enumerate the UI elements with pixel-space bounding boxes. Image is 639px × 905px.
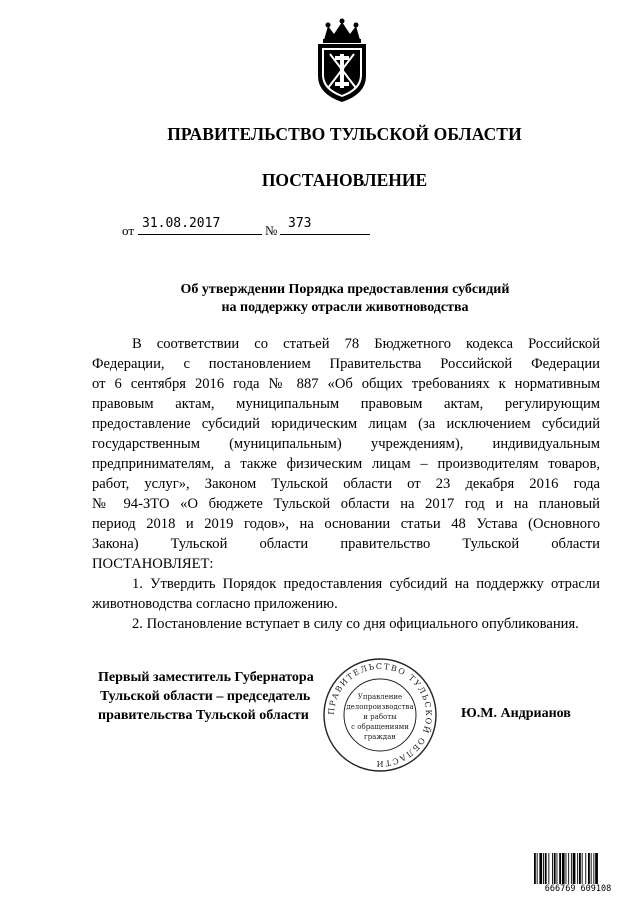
barcode-bar bbox=[537, 853, 538, 885]
body-line: № 94-ЗТО «О бюджете Тульской области на 2017 год и на плановый bbox=[92, 496, 600, 512]
stamp-outer-text: ПРАВИТЕЛЬСТВО ТУЛЬСКОЙ ОБЛАСТИ bbox=[326, 661, 434, 769]
barcode-bar bbox=[591, 853, 592, 885]
body-line: В соответствии со статьей 78 Бюджетного кодекса Российской bbox=[132, 336, 600, 352]
number-label: № bbox=[265, 223, 278, 238]
barcode-bar bbox=[534, 853, 536, 885]
government-title: ПРАВИТЕЛЬСТВО ТУЛЬСКОЙ ОБЛАСТИ bbox=[167, 124, 522, 144]
body-line: предпринимателям, а также физическим лицам – производителям товаров, bbox=[92, 456, 600, 472]
decree-subject bbox=[90, 281, 600, 317]
barcode-bar bbox=[568, 853, 569, 885]
from-label: от bbox=[122, 223, 135, 238]
subject-line-1: Об утверждении Порядка предоставления субсидий bbox=[180, 282, 510, 297]
stamp-inner-line: с обращениями bbox=[351, 723, 409, 731]
barcode-bar bbox=[554, 853, 556, 885]
body-line: ПОСТАНОВЛЯЕТ: bbox=[92, 556, 214, 572]
subject-line-2: на поддержку отрасли животноводства bbox=[221, 300, 469, 315]
body-line: от 6 сентября 2016 года № 887 «Об общих требованиях к нормативным bbox=[92, 376, 600, 392]
barcode-bar bbox=[543, 853, 544, 885]
body-line: Федерации, с постановлением Правительства Российской Федерации bbox=[92, 356, 600, 372]
item-2: 2. Постановление вступает в силу со дня официального опубликования. bbox=[132, 616, 579, 632]
barcode-bar bbox=[595, 853, 598, 885]
stamp-inner-line: граждан bbox=[364, 733, 396, 741]
signatory-name: Ю.М. Андрианов bbox=[461, 706, 571, 721]
number-underline bbox=[280, 234, 370, 235]
body-line: государственным (муниципальным) учреждениям), индивидуальным bbox=[92, 436, 600, 452]
signatory-position bbox=[98, 668, 338, 725]
barcode-bar bbox=[577, 853, 578, 885]
barcode-bar bbox=[548, 853, 549, 885]
barcode-number: 666769 609108 bbox=[533, 884, 623, 895]
body-line: работ, услуг», Законом Тульской области от 23 декабря 2016 года bbox=[92, 476, 600, 492]
barcode-bar bbox=[593, 853, 594, 885]
barcode-bar bbox=[582, 853, 583, 885]
body-line: период 2018 и 2019 годов», на основании статьи 48 Устава (Основного bbox=[92, 516, 600, 532]
barcode-bar bbox=[579, 853, 581, 885]
barcode-bar bbox=[588, 853, 590, 885]
position-line-2: Тульской области – председатель bbox=[100, 689, 311, 704]
decree-date: 31.08.2017 bbox=[142, 216, 221, 231]
decree-body bbox=[92, 334, 600, 634]
official-stamp bbox=[320, 655, 440, 775]
stamp-inner-line: Управление bbox=[357, 693, 403, 701]
body-line: предоставление субсидий юридическим лицам (за исключением субсидий bbox=[92, 416, 600, 432]
stamp-inner-line: и работы bbox=[363, 713, 397, 721]
barcode-bar bbox=[552, 853, 553, 885]
coat-of-arms-emblem bbox=[302, 18, 382, 104]
barcode-bar bbox=[585, 853, 586, 885]
decree-number: 373 bbox=[288, 216, 312, 231]
barcode-bar bbox=[539, 853, 542, 885]
body-line: Закона) Тульской области правительство Тульской области bbox=[92, 536, 600, 552]
stamp-inner-line: делопроизводства bbox=[346, 703, 414, 711]
document-type-title: ПОСТАНОВЛЕНИЕ bbox=[261, 170, 428, 190]
barcode-bar bbox=[571, 853, 572, 885]
barcode-bar bbox=[566, 853, 567, 885]
position-line-1: Первый заместитель Губернатора bbox=[98, 670, 314, 685]
barcode-bar bbox=[559, 853, 561, 885]
item-1-line-2: животноводства согласно приложению. bbox=[92, 596, 338, 612]
barcode-bar bbox=[545, 853, 547, 885]
barcode-bar bbox=[557, 853, 558, 885]
date-underline bbox=[138, 234, 262, 235]
barcode-bar bbox=[573, 853, 576, 885]
item-1-line-1: 1. Утвердить Порядок предоставления субсидий на поддержку отрасли bbox=[132, 576, 600, 592]
body-line: правовым актам, муниципальным правовым актам, регулирующим bbox=[92, 396, 600, 412]
position-line-3: правительства Тульской области bbox=[98, 708, 309, 723]
barcode-bar bbox=[562, 853, 565, 885]
